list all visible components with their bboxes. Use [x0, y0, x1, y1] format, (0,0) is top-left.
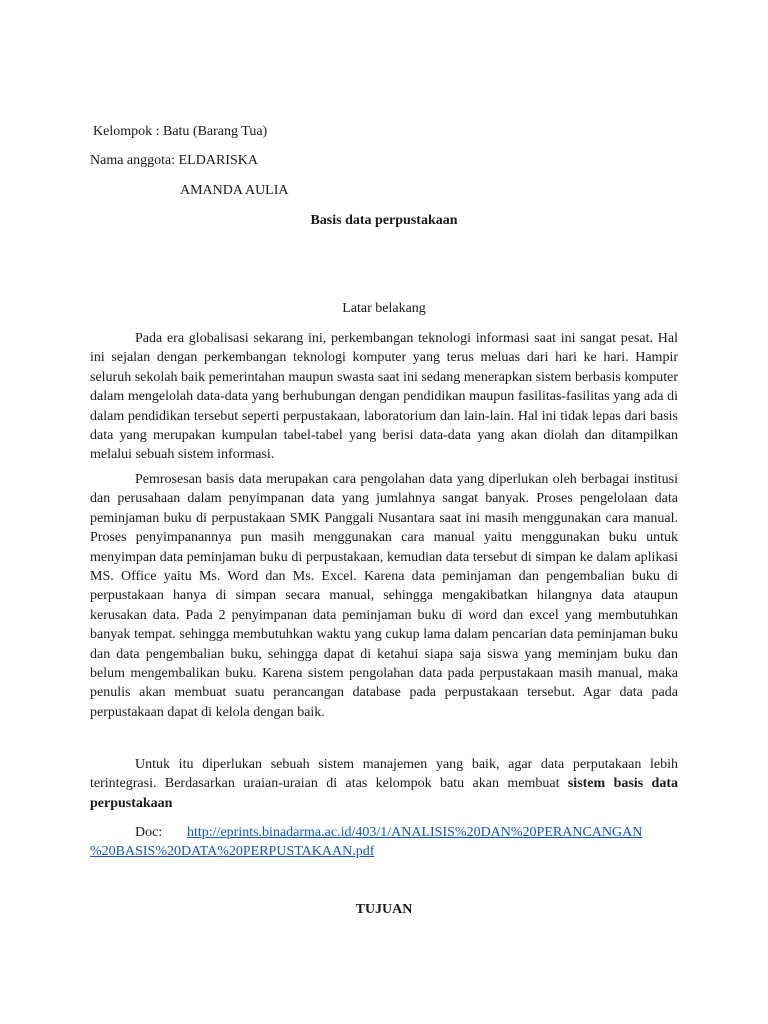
paragraph-1: Pada era globalisasi sekarang ini, perkembangan teknologi informasi saat ini sangat pesat. Hal ini sejalan dengan perkembangan teknologi komputer yang terus meluas dari hari ke hari. Hampir seluruh sekolah baik pemerintahan maupun swasta saat ini sedang menerapkan sistem berbasis komputer dalam mengelolah data-data yang berhubungan dengan pendidikan maupun fasilitas-fasilitas yang ada di dalam pendidikan tersebut seperti perpustakaan, laboratorium dan lain-lain. Hal ini tidak lepas dari basis data yang merupakan kumpulan tabel-tabel yang berisi data-data yang akan diolah dan ditampilkan melalui sebuah sistem informasi. — [90, 331, 678, 463]
document-title: Basis data perpustakaan — [310, 213, 458, 228]
doc-link-part-2[interactable]: %20BASIS%20DATA%20PERPUSTAKAAN.pdf — [90, 844, 375, 860]
paragraph-3-bold: sistem basis data perpustakaan — [90, 776, 678, 811]
anggota-2-line: AMANDA AULIA — [180, 183, 289, 198]
kelompok-line: Kelompok : Batu (Barang Tua) — [93, 124, 268, 139]
section-heading-latar-belakang: Latar belakang — [342, 301, 426, 316]
doc-label: Doc: — [135, 825, 163, 840]
section-heading-tujuan: TUJUAN — [355, 902, 413, 917]
doc-reference — [90, 823, 690, 862]
nama-anggota-line: Nama anggota: ELDARISKA — [90, 153, 258, 168]
paragraph-3-text: Untuk itu diperlukan sebuah sistem manajemen yang baik, agar data perputakaan lebih terintegrasi. Berdasarkan uraian-uraian di atas kelompok batu akan membuat — [90, 757, 678, 792]
paragraph-3 — [90, 755, 678, 813]
doc-link-part-1[interactable]: http://eprints.binadarma.ac.id/403/1/ANALISIS%20DAN%20PERANCANGAN — [187, 825, 643, 840]
paragraph-2: Pemrosesan basis data merupakan cara pengolahan data yang diperlukan oleh berbagai institusi dan perusahaan dalam penyimpanan data yang jumlahnya sangat banyak. Proses pengelolaan data peminjaman buku di perpustakaan SMK Panggali Nusantara saat ini masih menggunakan cara manual. Proses penyimpanannya pun masih menggunakan cara manual yaitu menggunakan buku untuk menyimpan data peminjaman buku di perpustakaan, kemudian data tersebut di simpan ke dalam aplikasi MS. Office yaitu Ms. Word dan Ms. Excel. Karena data peminjaman dan pengembalian buku di perpustakaan hanya di simpan secara manual, sehingga mengakibatkan hilangnya data ataupun kerusakan data. Pada 2 penyimpanan data peminjaman buku di word dan excel yang membutuhkan banyak tempat. sehingga membutuhkan waktu yang cukup lama dalam pencarian data peminjaman buku dan data pengembalian buku, sehingga dapat di ketahui siapa saja siswa yang meminjam buku dan belum mengembalikan buku. Karena sistem pengolahan data pada perpustakaan masih manual, maka penulis akan membuat suatu perancangan database pada perpustakaan tersebut. Agar data pada perpustakaan dapat di kelola dengan baik. — [90, 472, 678, 720]
